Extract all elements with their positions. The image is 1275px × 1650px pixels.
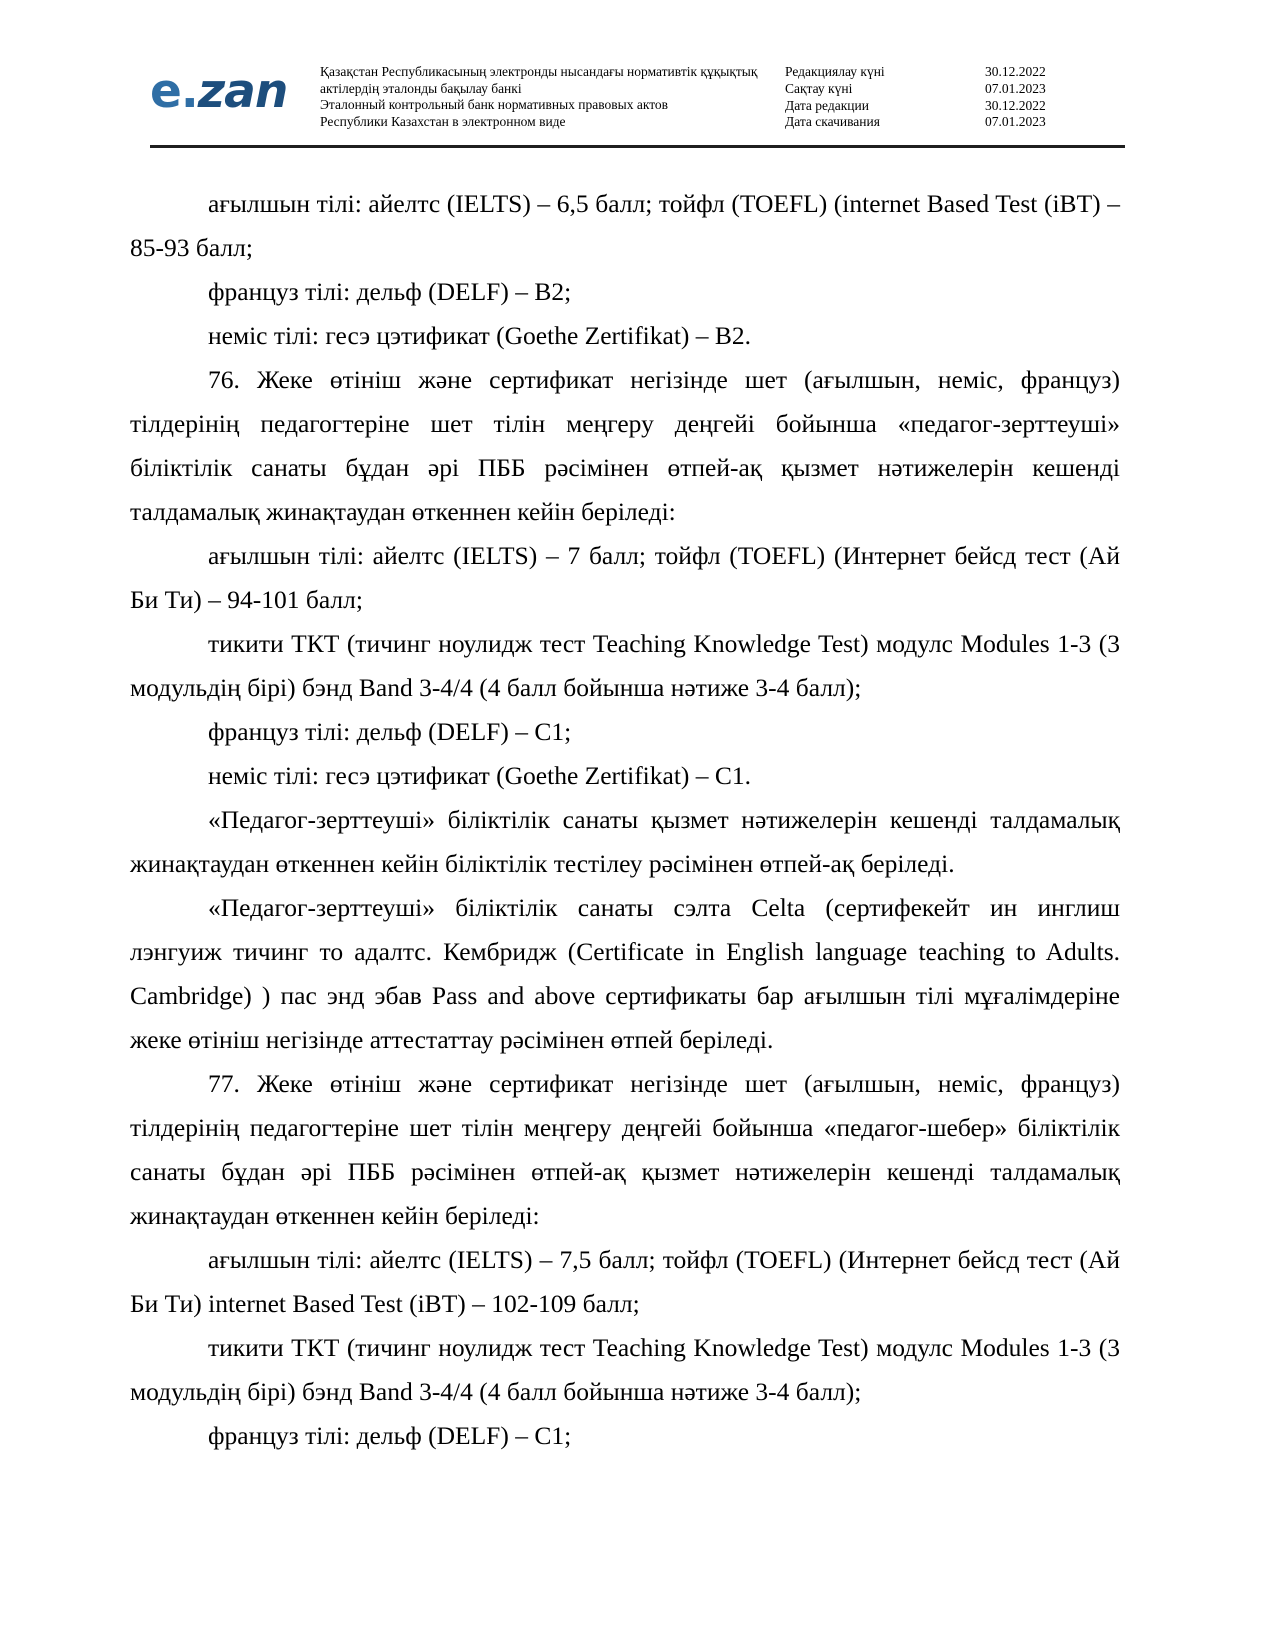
meta-row (785, 98, 1125, 115)
header-meta (785, 58, 1125, 131)
meta-value-edit-date-ru: 30.12.2022 (985, 97, 1046, 113)
paragraph: ағылшын тілі: айелтс (IELTS) – 6,5 балл; тойфл (TOEFL) (internet Based Test (iBT) – 85-93 балл; (130, 189, 1120, 263)
paragraph: неміс тілі: гесэ цэтификат (Goethe Zertifikat) – С1. (208, 761, 752, 791)
ezan-logo (150, 58, 320, 119)
header-description-line-1: Қазақстан Республикасының электронды нысандағы нормативтік құқықтық (320, 64, 758, 79)
paragraph: тикити ТКТ (тичинг ноулидж тест Teaching Knowledge Test) модулс Modules 1-3 (3 модульдің бірі) бэнд Band 3-4/4 (4 балл бойынша нәтиже 3-4 балл); (130, 629, 1120, 703)
paragraph: француз тілі: дельф (DELF) – В2; (208, 277, 572, 307)
document-header (0, 0, 1275, 131)
header-description-line-4: Республики Казахстан в электронном виде (320, 113, 566, 129)
meta-row (785, 64, 1125, 81)
meta-label-download-date-ru: Дата скачивания (785, 114, 880, 130)
meta-label-edit-date-kk: Редакциялау күні (785, 64, 885, 79)
meta-value-download-date-ru: 07.01.2023 (985, 114, 1046, 130)
meta-row (785, 81, 1125, 98)
paragraph: «Педагог-зерттеуші» біліктілік санаты қызмет нәтижелерін кешенді талдамалық жинақтаудан өткеннен кейін біліктілік тестілеу рәсімінен өтпей-ақ беріледі. (130, 805, 1120, 879)
meta-row (785, 114, 1125, 131)
paragraph: ағылшын тілі: айелтс (IELTS) – 7 балл; тойфл (TOEFL) (Интернет бейсд тест (Ай Би Ти) – 94-101 балл; (130, 541, 1120, 615)
meta-value-save-date-kk: 07.01.2023 (985, 80, 1046, 96)
logo-e: e (150, 64, 181, 119)
meta-label-save-date-kk: Сақтау күні (785, 80, 853, 96)
meta-label-edit-date-ru: Дата редакции (785, 97, 869, 113)
paragraph: француз тілі: дельф (DELF) – С1; (208, 717, 572, 747)
header-description-line-2: актілердің эталонды бақылау банкі (320, 80, 522, 96)
paragraph: ағылшын тілі: айелтс (IELTS) – 7,5 балл; тойфл (TOEFL) (Интернет бейсд тест (Ай Би Ти) internet Based Test (iBT) – 102-109 балл; (130, 1245, 1120, 1319)
logo-text (150, 64, 288, 119)
paragraph: 76. Жеке өтініш және сертификат негізінде шет (ағылшын, неміс, француз) тілдерінің педагогтеріне шет тілін меңгеру деңгейі бойынша «педагог-зерттеуші» біліктілік санаты бұдан әрі ПББ рәсімінен өтпей-ақ қызмет нәтижелерін кешенді талдамалық жинақтаудан өткеннен кейін беріледі: (130, 365, 1120, 527)
logo-zan: zan (197, 64, 288, 119)
paragraph: француз тілі: дельф (DELF) – С1; (208, 1421, 572, 1451)
logo-dot: . (180, 64, 198, 119)
paragraph: неміс тілі: гесэ цэтификат (Goethe Zertifikat) – В2. (208, 321, 752, 351)
header-description (320, 58, 785, 130)
paragraph: тикити ТКТ (тичинг ноулидж тест Teaching Knowledge Test) модулс Modules 1-3 (3 модульдің бірі) бэнд Band 3-4/4 (4 балл бойынша нәтиже 3-4 балл); (130, 1333, 1120, 1407)
paragraph: «Педагог-зерттеуші» біліктілік санаты сэлта Celta (сертифекейт ин инглиш лэнгуиж тичинг то адалтс. Кембридж (Certificate in English language teaching to Adults. Cambridge) ) пас энд эбав Pass and above сертификаты бар ағылшын тілі мұғалімдеріне жеке өтініш негізінде аттестаттау рәсімінен өтпей беріледі. (130, 893, 1120, 1055)
paragraph: 77. Жеке өтініш және сертификат негізінде шет (ағылшын, неміс, француз) тілдерінің педагогтеріне шет тілін меңгеру деңгейі бойынша «педагог-шебер» біліктілік санаты бұдан әрі ПББ рәсімінен өтпей-ақ қызмет нәтижелерін кешенді талдамалық жинақтаудан өткеннен кейін беріледі: (130, 1069, 1120, 1231)
document-body (0, 148, 1275, 1458)
meta-value-edit-date-kk: 30.12.2022 (985, 64, 1046, 79)
header-description-line-3: Эталонный контрольный банк нормативных правовых актов (320, 97, 669, 112)
